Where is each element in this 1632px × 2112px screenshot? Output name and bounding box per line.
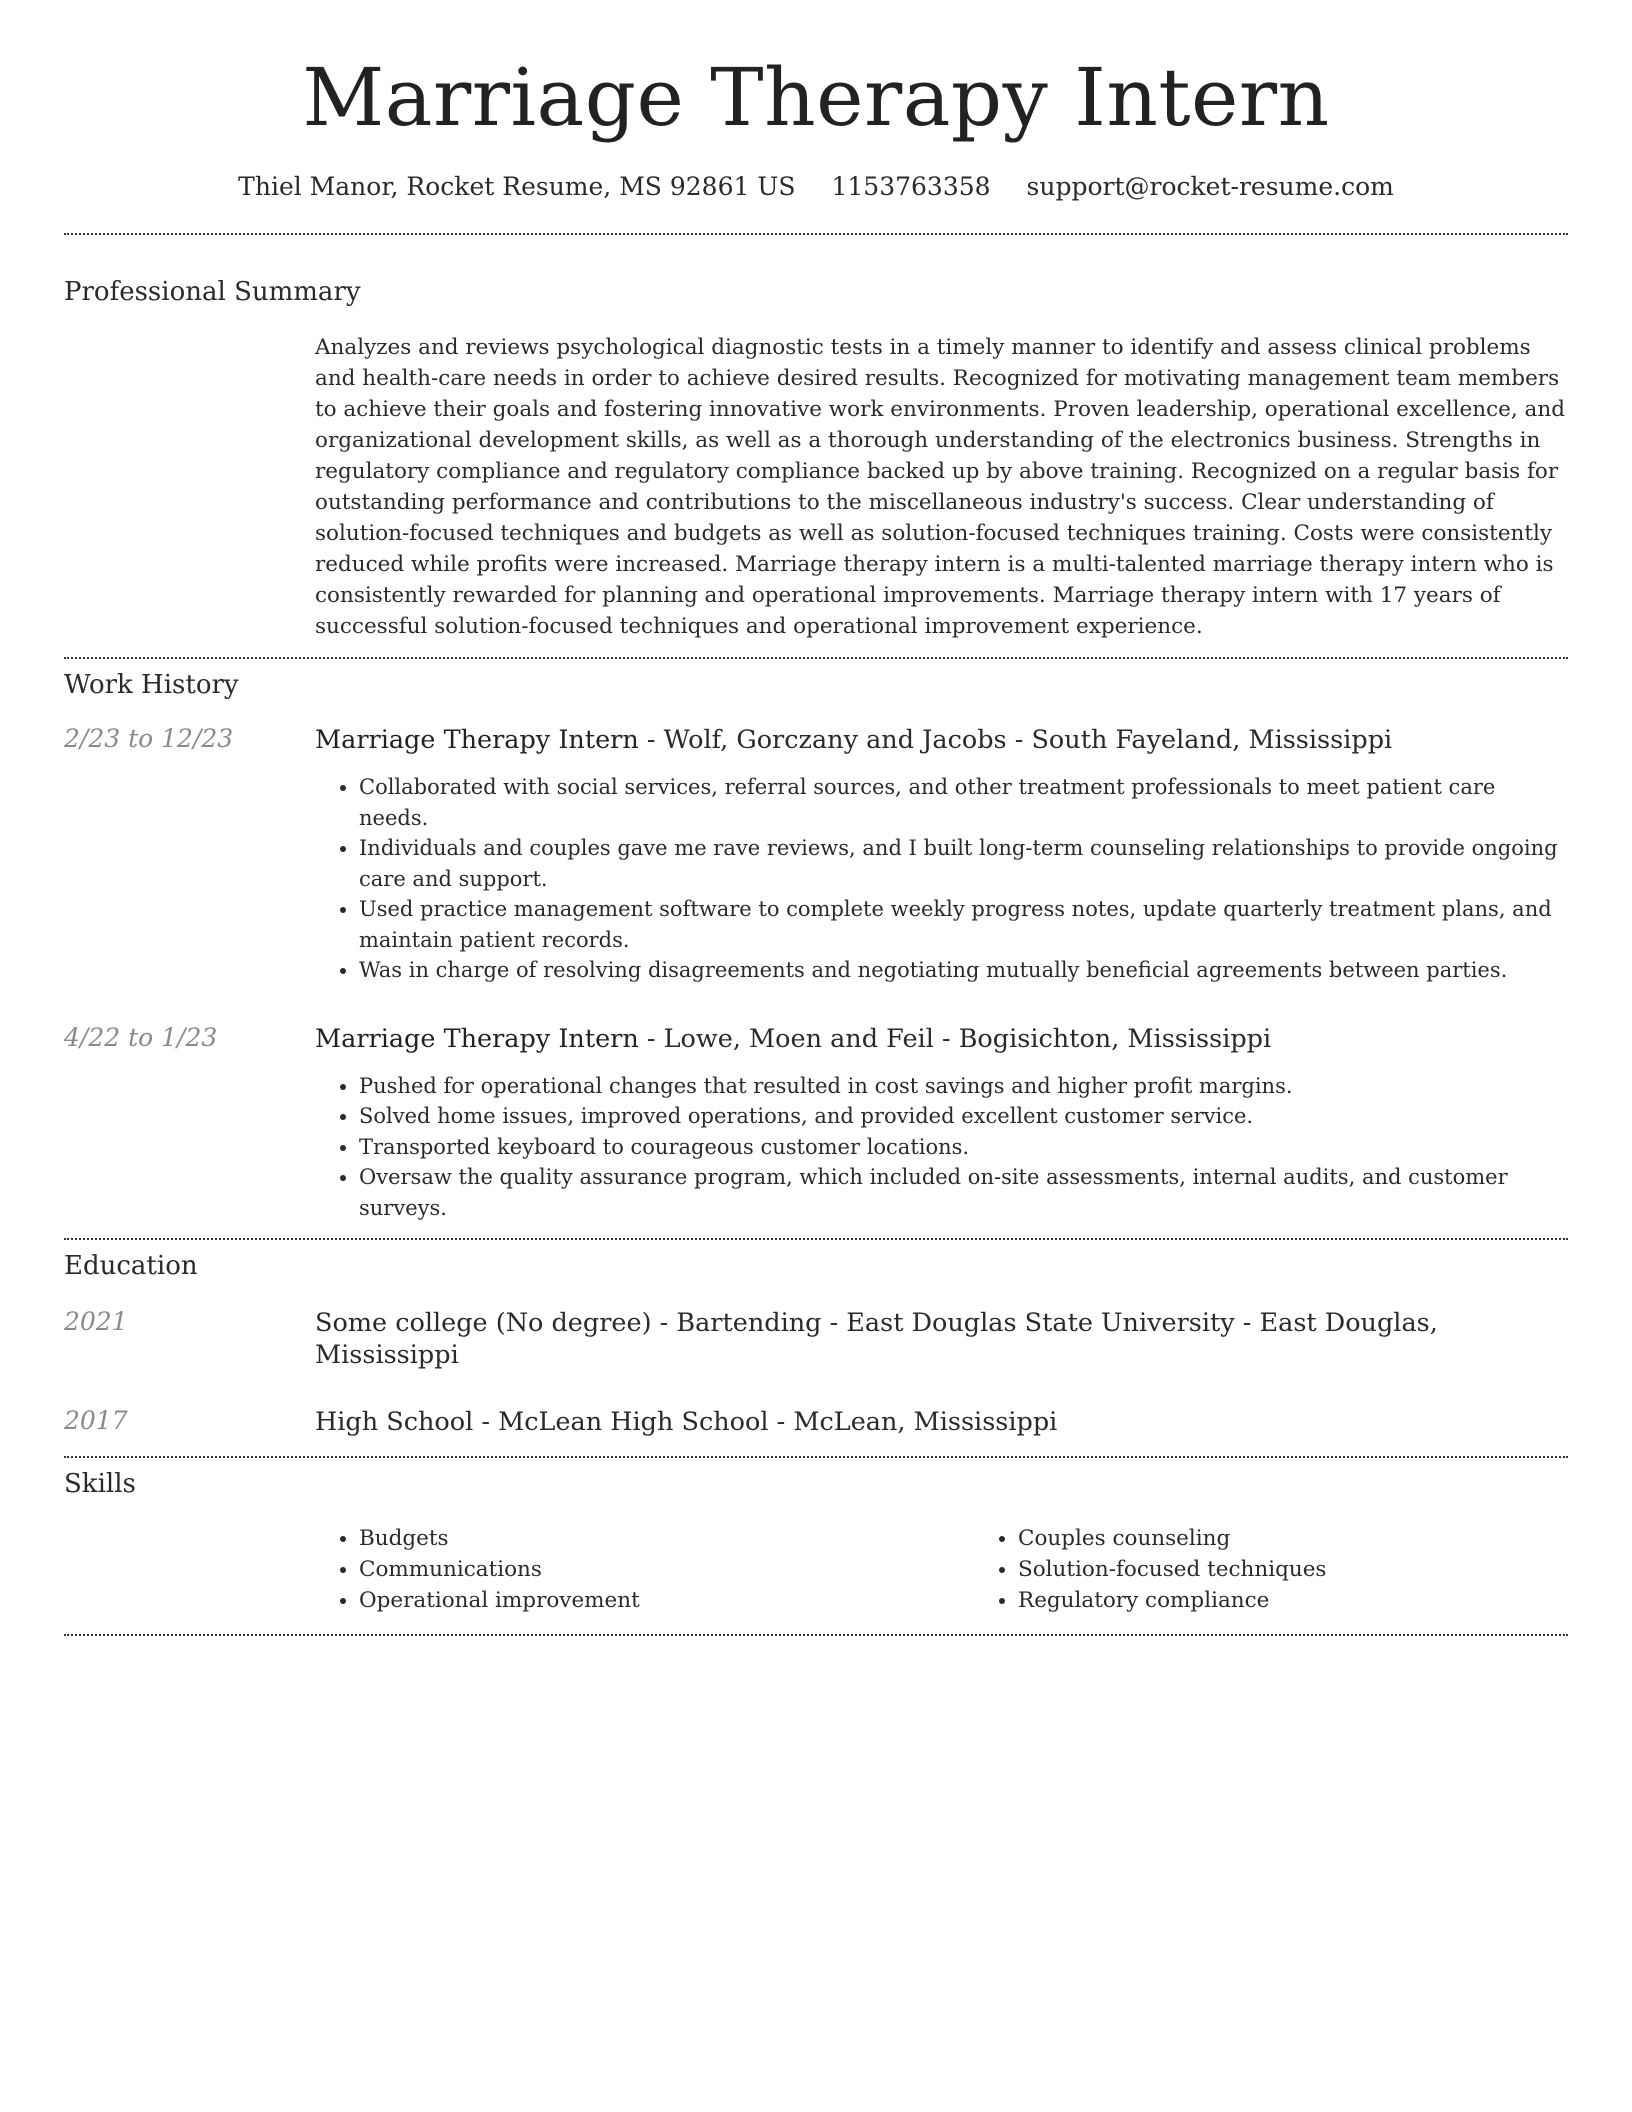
phone-text: 1153763358 xyxy=(831,172,991,201)
list-item: • Transported keyboard to courageous customer locations. xyxy=(359,1132,1568,1163)
section-title-education: Education xyxy=(64,1251,198,1281)
job-role: Marriage Therapy Intern xyxy=(315,725,639,755)
education-section xyxy=(64,1251,1568,1438)
address-text: Thiel Manor, Rocket Resume, MS 92861 US xyxy=(238,172,796,201)
divider xyxy=(64,1634,1568,1636)
skills-grid xyxy=(315,1523,1632,1616)
list-item: • Used practice management software to complete weekly progress notes, update quarterly treatment plans, and maintain patient records. xyxy=(359,894,1568,955)
summary-section xyxy=(64,277,1568,642)
education-entry xyxy=(64,1406,1568,1438)
section-title-summary: Professional Summary xyxy=(64,277,361,307)
divider xyxy=(64,233,1568,235)
divider xyxy=(64,657,1568,659)
work-history-section xyxy=(64,670,1568,1223)
list-item: • Oversaw the quality assurance program, which included on-site assessments, internal audits, and customer surveys. xyxy=(359,1162,1568,1223)
education-degree: High School xyxy=(315,1407,474,1437)
list-item: • Collaborated with social services, referral sources, and other treatment professionals to meet patient care needs. xyxy=(359,772,1568,833)
skills-list-left xyxy=(315,1523,974,1616)
education-year: 2021 xyxy=(64,1307,128,1336)
email-text: support@rocket-resume.com xyxy=(1026,172,1394,201)
skill-item: • Regulatory compliance xyxy=(1018,1585,1632,1616)
education-details: - East Douglas State University - East Douglas, Mississippi xyxy=(315,1308,1438,1370)
job-details: - Wolf, Gorczany and Jacobs - South Fayeland, Mississippi xyxy=(638,725,1393,755)
section-title-work: Work History xyxy=(64,670,239,700)
job-entry xyxy=(64,1023,1568,1224)
candidate-name: Marriage Therapy Intern xyxy=(302,51,1330,144)
skill-item: • Communications xyxy=(359,1554,974,1585)
job-entry xyxy=(64,724,1568,986)
job-bullets xyxy=(315,1071,1568,1224)
skills-list-right xyxy=(974,1523,1632,1616)
job-dates: 4/22 to 1/23 xyxy=(64,1022,218,1052)
divider xyxy=(64,1238,1568,1240)
list-item: • Pushed for operational changes that resulted in cost savings and higher profit margins. xyxy=(359,1071,1568,1102)
divider xyxy=(64,1456,1568,1458)
contact-line xyxy=(64,172,1568,201)
list-item: • Solved home issues, improved operations, and provided excellent customer service. xyxy=(359,1101,1568,1132)
list-item: • Was in charge of resolving disagreements and negotiating mutually beneficial agreements between parties. xyxy=(359,955,1568,986)
skill-item: • Solution-focused techniques xyxy=(1018,1554,1632,1585)
section-title-skills: Skills xyxy=(64,1469,136,1499)
education-details: - McLean High School - McLean, Mississippi xyxy=(473,1407,1058,1437)
job-dates: 2/23 to 12/23 xyxy=(64,724,234,753)
skill-item: • Couples counseling xyxy=(1018,1523,1632,1554)
education-degree: Some college (No degree) - Bartending xyxy=(315,1308,822,1338)
education-year: 2017 xyxy=(64,1406,128,1435)
skill-item: • Budgets xyxy=(359,1523,974,1554)
job-bullets xyxy=(315,772,1568,986)
resume-page xyxy=(64,0,1568,1636)
skill-item: • Operational improvement xyxy=(359,1585,974,1616)
list-item: • Individuals and couples gave me rave reviews, and I built long-term counseling relationships to provide ongoing care and support. xyxy=(359,833,1568,894)
skills-section xyxy=(64,1469,1568,1616)
job-role: Marriage Therapy Intern xyxy=(315,1023,639,1054)
job-title xyxy=(315,724,1568,756)
summary-text: Analyzes and reviews psychological diagnostic tests in a timely manner to identify and assess clinical problems and health-care needs in order to achieve desired results. Recognized for motivating management team members to achieve their goals and fostering innovative work environments. Proven leadership, operational excellence, and organizational development skills, as well as a thorough understanding of the electronics business. Strengths in regulatory compliance and regulatory compliance backed up by above training. Recognized on a regular basis for outstanding performance and contributions to the miscellaneous industry's success. Clear understanding of solution-focused techniques and budgets as well as solution-focused techniques training. Costs were consistently reduced while profits were increased. Marriage therapy intern is a multi-talented marriage therapy intern who is consistently rewarded for planning and operational improvements. Marriage therapy intern with 17 years of successful solution-focused techniques and operational improvement experience. xyxy=(315,335,1565,639)
job-details: - Lowe, Moen and Feil - Bogisichton, Mississippi xyxy=(638,1023,1272,1054)
job-title xyxy=(315,1023,1568,1055)
education-entry xyxy=(64,1307,1568,1371)
